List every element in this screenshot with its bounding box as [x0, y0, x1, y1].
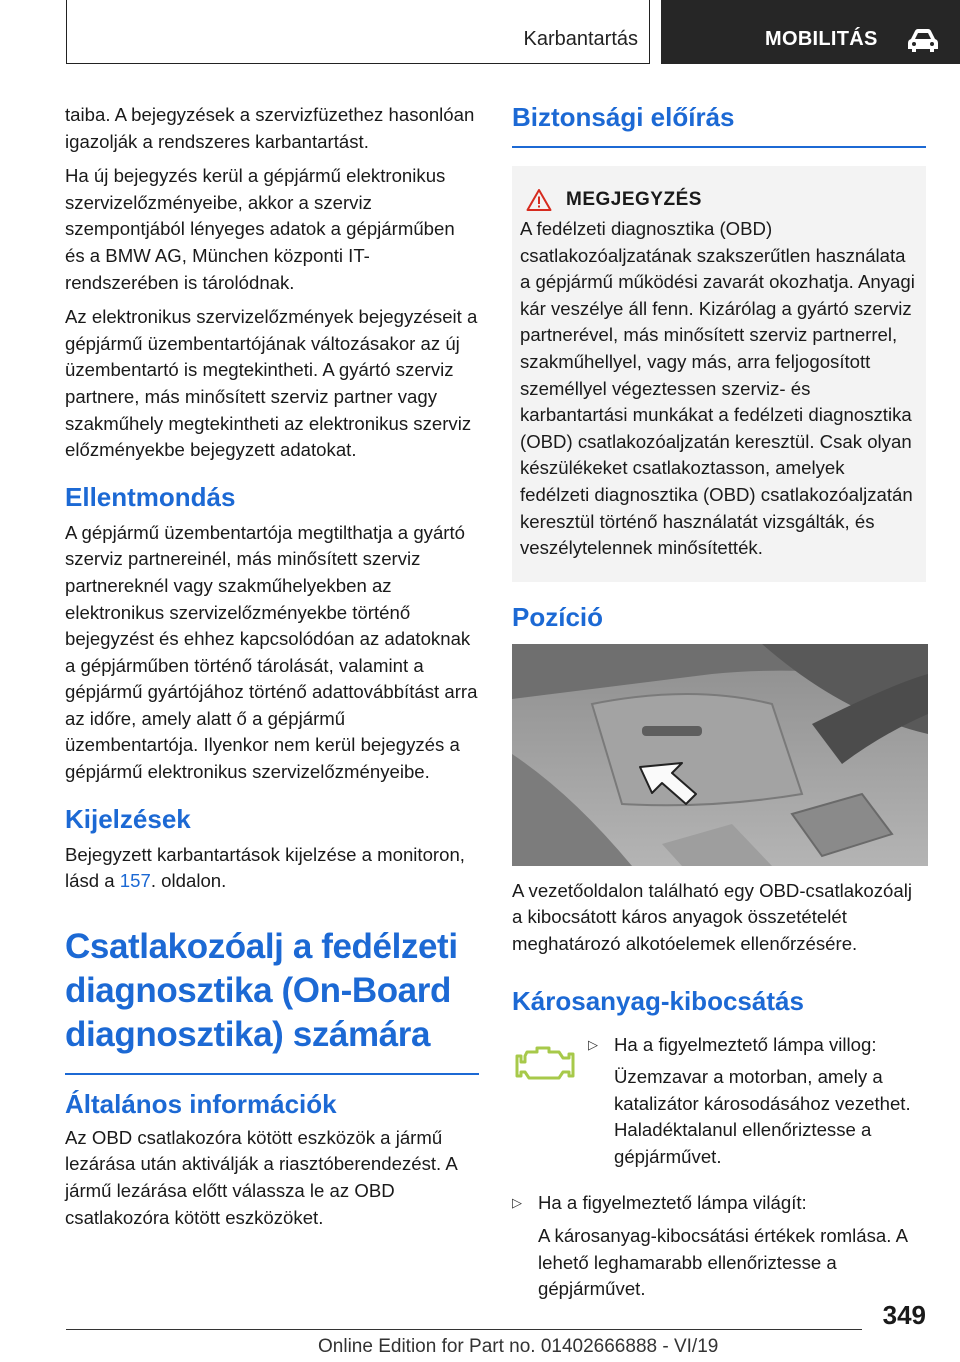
paragraph: A gépjármű üzembentartója megtilthatja a gyártó szerviz partnereinél, más minősített szerviz partnereknél vagy szakműhelyekben az elektronikus szervizelőzményekbe történő bejegyzést és ehhez kapcsolódóan az adatoknak a gépjárműben történő tárolását, valamint a gépjármű gyártójához történő adattovábbítást arra az időre, amely alatt ő a gépjármű üzembentartója. Ilyenkor nem kerül bejegyzés a gépjármű elektronikus szervizelőzményeibe. [65, 521, 478, 783]
footer-edition: Online Edition for Part no. 01402666888 - VI/19 [318, 1336, 719, 1357]
paragraph: A vezetőoldalon található egy OBD-csatlakozóalj a kibocsátott káros anyagok összetételét meghatározó alkotóelemek ellenőrzésére. [512, 879, 913, 954]
notice-header [520, 188, 918, 212]
header-divider [66, 0, 67, 64]
title-line: Csatlakozóalj a fedélzeti [65, 926, 458, 966]
paragraph: Az elektronikus szervizelőzmények bejegyzéseit a gépjármű üzembentartójának változásakor az új üzembentartó is megtekintheti. A gyártó szerviz partnere, más minősített szerviz partner vagy szakműhely megtekintheti az elektronikus szerviz előzményekbe bejegyzett adatokat. [65, 306, 478, 461]
header-divider [66, 63, 650, 64]
heading-altalanos: Általános információk [65, 1088, 337, 1119]
header-section-title: Karbantartás [523, 28, 638, 50]
heading-ellentmondas: Ellentmondás [65, 481, 236, 512]
page-number: 349 [882, 1300, 926, 1330]
engine-check-icon [512, 1044, 580, 1084]
text: . oldalon. [150, 870, 227, 892]
heading-karosanyag: Károsanyag-kibocsátás [512, 985, 804, 1016]
bullet-triangle-icon: ▷ [588, 1036, 598, 1052]
heading-biztonsagi: Biztonsági előírás [512, 102, 735, 132]
bullet-detail: Üzemzavar a motorban, amely a katalizátor károsodásához vezethet. Haladéktalanul ellenőriztesse a gépjárművet. [614, 1066, 911, 1167]
chapter-label: MOBILITÁS [765, 28, 878, 50]
footer-divider [66, 1329, 862, 1330]
header-divider [649, 0, 650, 64]
bullet-text: Ha a figyelmeztető lámpa világít: [538, 1192, 807, 1214]
chapter-title [65, 925, 479, 1057]
car-icon [907, 27, 939, 53]
obd-location-photo [512, 644, 928, 866]
section-rule [512, 146, 926, 148]
paragraph: Ha új bejegyzés kerül a gépjármű elektronikus szervizelőzményeibe, akkor a szerviz szempontjából lényeges adatok a gépjárműben és a BMW AG, München központi IT-rendszerében is tárolódnak. [65, 165, 455, 293]
bullet-text: Ha a figyelmeztető lámpa villog: [614, 1033, 877, 1055]
list-item [588, 1032, 926, 1059]
bullet-triangle-icon: ▷ [512, 1195, 522, 1211]
header-chapter-tab [661, 0, 960, 64]
title-line: diagnosztika (On-Board [65, 970, 451, 1010]
warning-triangle-icon [526, 188, 552, 212]
notice-box [512, 166, 926, 582]
page-header [0, 0, 960, 64]
bullet-detail: A károsanyag-kibocsátási értékek romlása. A lehető leghamarabb ellenőriztesse a gépjárművet. [538, 1225, 907, 1300]
right-column [512, 102, 926, 1311]
notice-title: MEGJEGYZÉS [566, 189, 702, 210]
heading-kijelzesek: Kijelzések [65, 803, 191, 834]
paragraph: Az OBD csatlakozóra kötött eszközök a jármű lezárása után aktiválják a riasztóberendezést. A jármű lezárása előtt válassza le az OBD csatlakozóra kötött eszközöket. [65, 1126, 457, 1228]
heading-pozicio: Pozíció [512, 601, 604, 632]
list-item [512, 1190, 926, 1217]
paragraph: taiba. A bejegyzések a szervizfüzethez hasonlóan igazolják a rendszeres karbantartást. [65, 104, 475, 152]
text: Bejegyzett karbantartások kijelzése a monitoron, lásd a [65, 843, 465, 892]
photo-illustration [512, 644, 928, 866]
left-column [65, 102, 479, 1239]
title-line: diagnosztika) számára [65, 1014, 431, 1054]
title-rule [65, 1073, 479, 1075]
emission-list [588, 1032, 926, 1179]
page-reference-link[interactable]: 157 [119, 870, 151, 892]
emission-section [512, 1032, 926, 1179]
notice-text: A fedélzeti diagnosztika (OBD) csatlakozóaljzatának szakszerűtlen használata a gépjármű működési zavarát okozhatja. Anyagi kár veszélye áll fenn. Kizárólag a gyártó szerviz partnerével, más minősített szerviz partnerrel, szakműhellyel, vagy más, arra feljogosított személlyel végeztessen szerviz- és karbantartási munkákat a fedélzeti diagnosztika (OBD) csatlakozóaljzatán keresztül. Csak olyan készülékeket csatlakoztasson, amelyek fedélzeti diagnosztika (OBD) csatlakozóaljzatán keresztül történő használatát vizsgálták, és veszélytelennek minősítették. [520, 218, 915, 559]
paragraph [65, 842, 479, 895]
